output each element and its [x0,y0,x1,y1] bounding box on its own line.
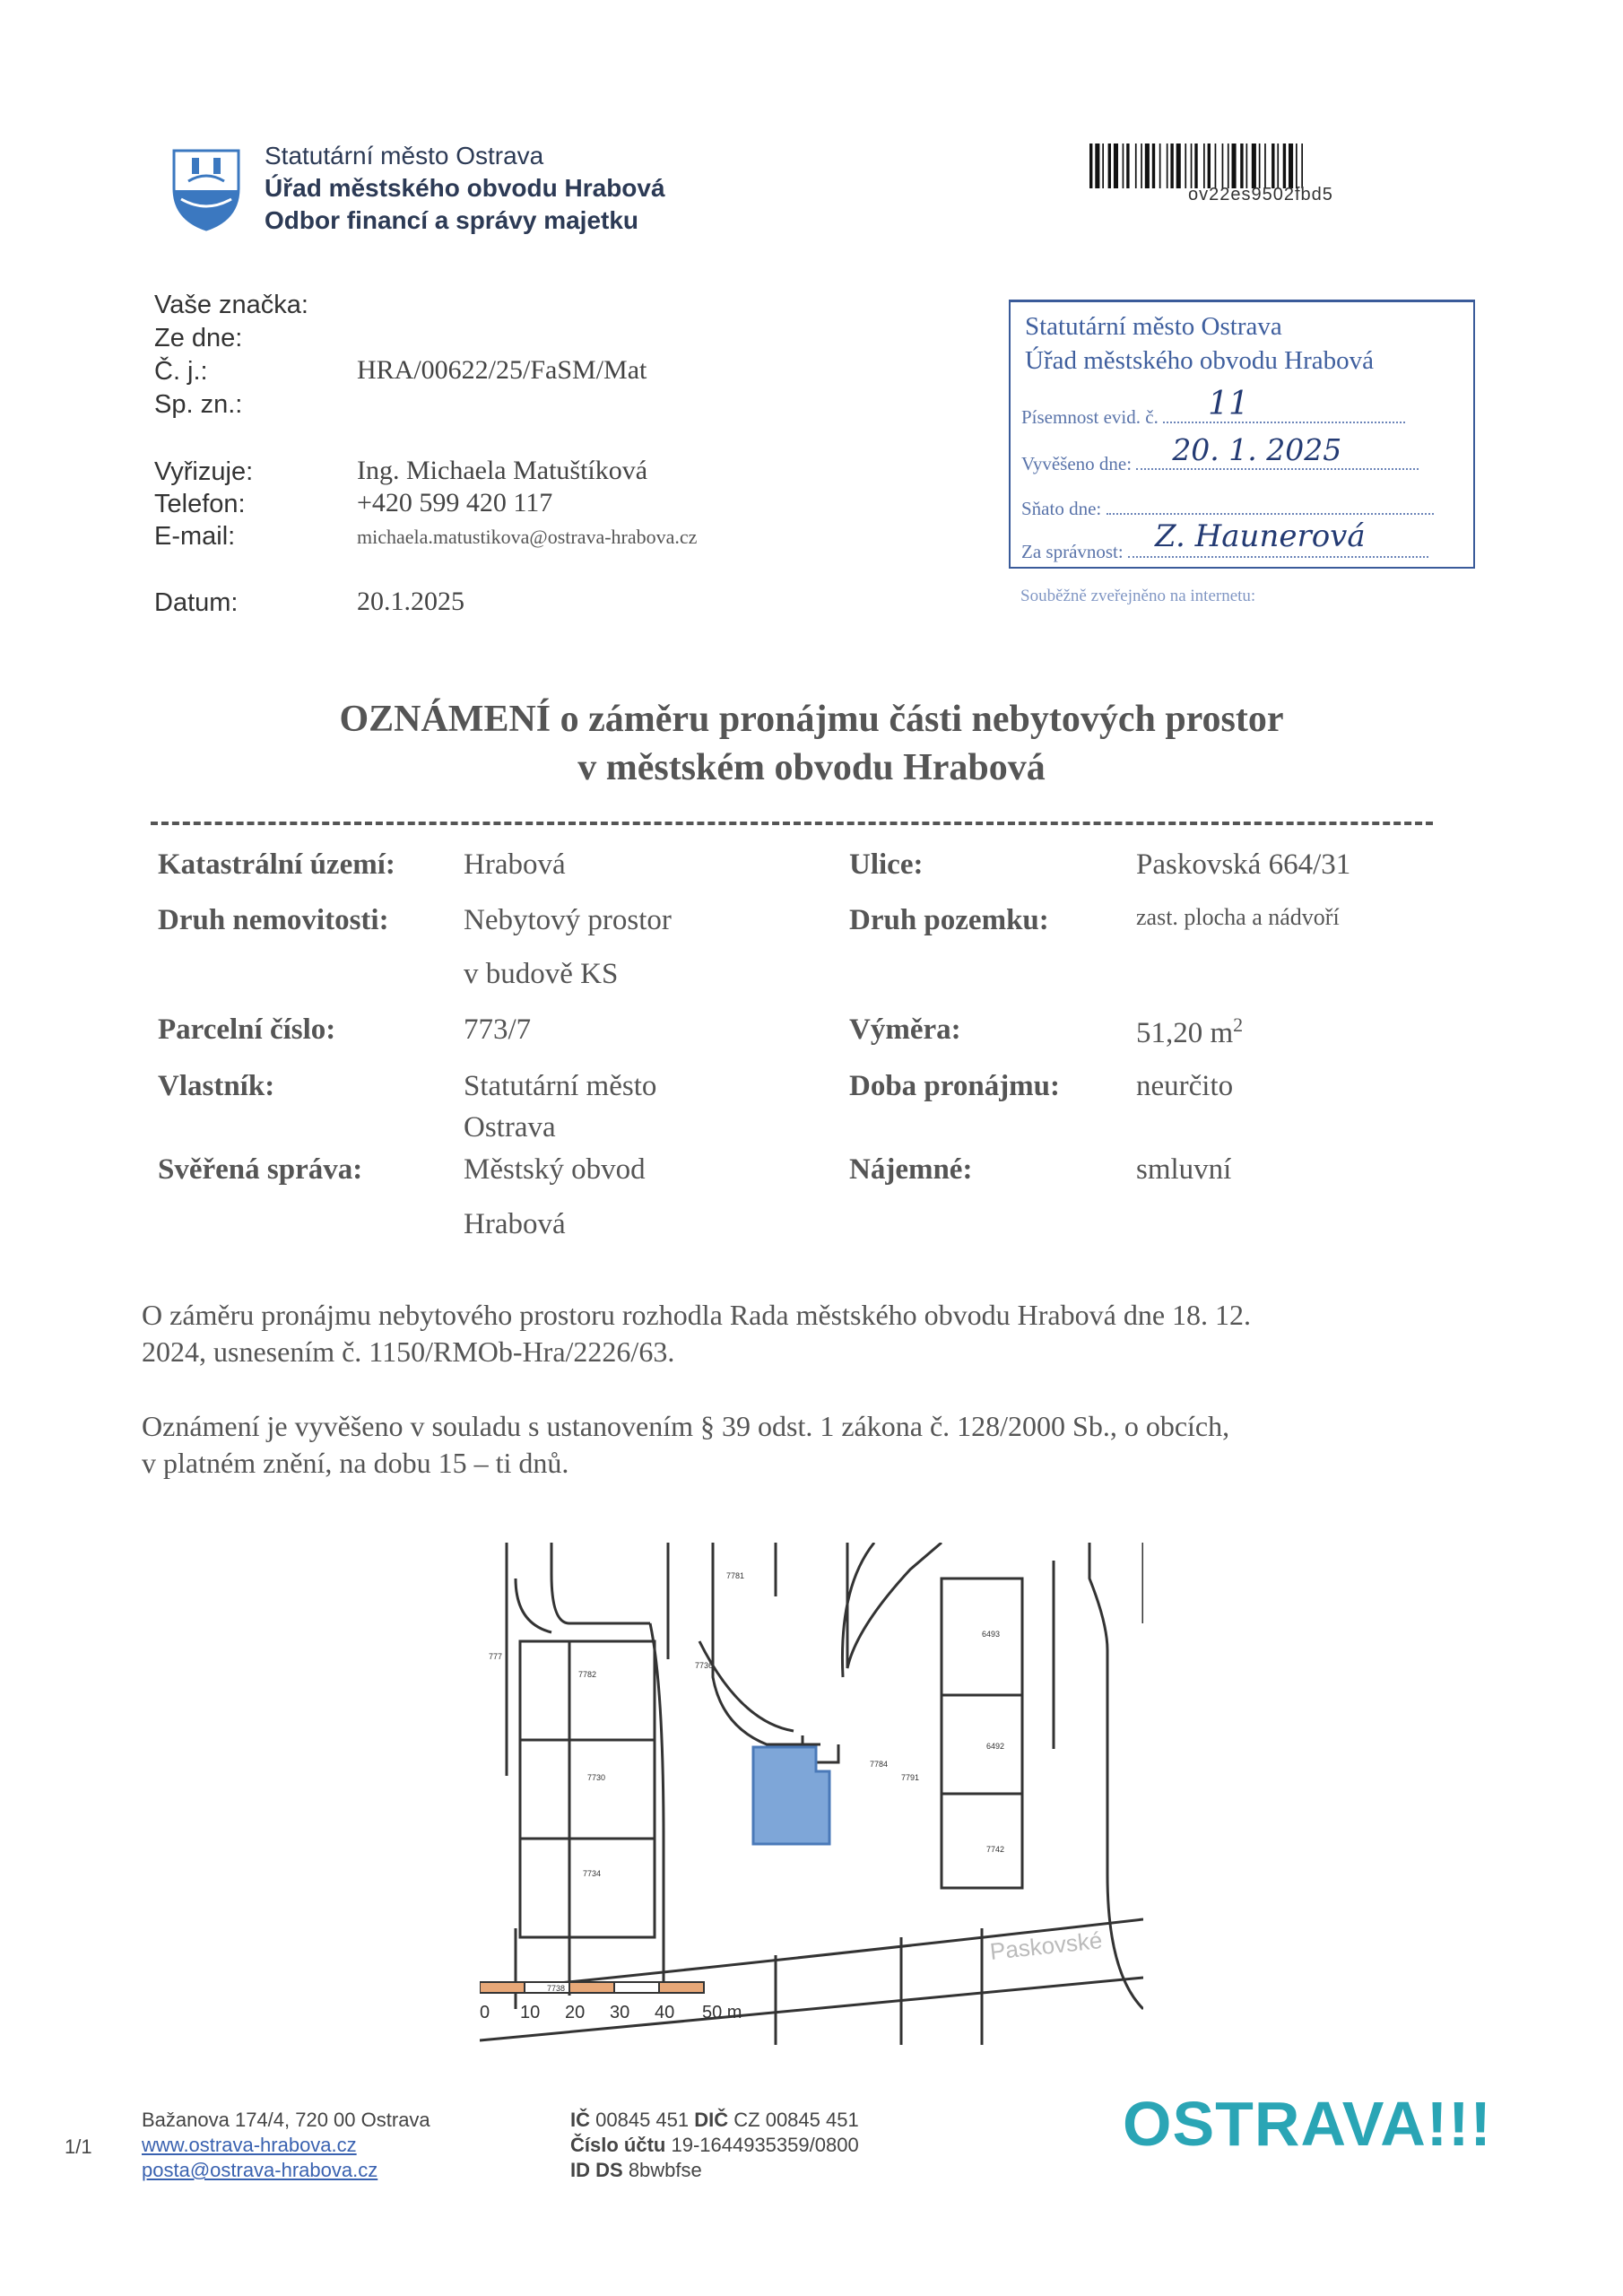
email-label: E-mail: [154,522,236,551]
legal-line-1: Oznámení je vyvěšeno v souladu s ustanovením § 39 odst. 1 zákona č. 128/2000 Sb., o obcích, [142,1410,1230,1442]
owner-value-2: Ostrava [464,1111,556,1144]
footer-account: Číslo účtu 19-1644935359/0800 [570,2134,859,2156]
area-label: Výměra: [849,1013,961,1046]
area-number: 51,20 m [1136,1017,1234,1049]
barcode [1089,144,1439,188]
handled-by-label: Vyřizuje: [154,457,254,486]
property-type-value-1: Nebytový prostor [464,904,672,936]
footer-ids [570,2108,859,2183]
your-ref-label: Vaše značka: [154,291,308,319]
date-label: Datum: [154,588,239,617]
stamp-posted-value: 20. 1. 2025 [1172,432,1342,467]
stamp-internet-label: Souběžně zveřejněno na internetu: [1020,587,1256,605]
stamp-removed-label: Sňato dne: [1021,498,1102,519]
parcel-label: 7791 [901,1773,920,1782]
stamp-line1: Statutární město Ostrava [1025,312,1282,341]
page-number: 1/1 [65,2135,92,2158]
owner-value-1: Statutární město [464,1070,657,1102]
stamp-evid-value: 11 [1208,386,1249,422]
cadastral-area-value: Hrabová [464,848,566,881]
title-separator [151,822,1433,825]
footer-mail-link[interactable]: posta@ostrava-hrabova.cz [142,2159,378,2181]
footer-ds: ID DS 8bwbfse [570,2159,702,2181]
parcel-label: 7734 [583,1869,602,1878]
area-value [1136,1013,1243,1050]
land-type-value: zast. plocha a nádvoří [1136,904,1340,930]
scale-bar [480,1982,742,2022]
footer-ic-dic: IČ 00845 451 DIČ CZ 00845 451 [570,2109,859,2131]
lease-term-value: neurčito [1136,1070,1234,1102]
stamp-removed-row [1021,498,1434,520]
decision-line-2: 2024, usnesením č. 1150/RMOb-Hra/2226/63. [142,1335,675,1368]
stamp-posted-row [1021,432,1419,475]
email-value: michaela.matustikova@ostrava-hrabova.cz [357,526,698,548]
parcel-label: 7736 [695,1661,714,1670]
parcel-label: 6493 [982,1630,1001,1639]
phone-value: +420 599 420 117 [357,488,553,517]
svg-text:30: 30 [610,2003,630,2022]
svg-text:20: 20 [565,2003,586,2022]
svg-text:10: 10 [520,2003,541,2022]
rent-label: Nájemné: [849,1153,973,1186]
stamp-correctness-label: Za správnost: [1021,541,1124,562]
parcel-label: 7782 [578,1670,597,1679]
cj-label: Č. j.: [154,357,208,386]
entrusted-admin-value-1: Městský obvod [464,1153,646,1186]
land-type-label: Druh pozemku: [849,904,1049,936]
handled-by-value: Ing. Michaela Matuštíková [357,456,648,485]
parcel-label: 6492 [986,1742,1005,1751]
stamp-evid-row [1021,386,1405,429]
lease-term-label: Doba pronájmu: [849,1070,1061,1102]
registry-stamp [1009,300,1475,569]
issuer-city: Statutární město Ostrava [265,142,544,170]
barcode-id: ov22es9502fbd5 [1188,185,1333,204]
street-label: Ulice: [849,848,924,881]
footer-contact [142,2108,430,2183]
stamp-correctness-row [1021,518,1428,563]
map-street-label: Paskovské [988,1926,1104,1965]
parcel-number-value: 773/7 [464,1013,532,1046]
entrusted-admin-value-2: Hrabová [464,1208,566,1240]
document-title-line2: v městském obvodu Hrabová [577,747,1046,788]
stamp-line2: Úřad městského obvodu Hrabová [1025,346,1374,375]
decision-paragraph [142,1297,1487,1370]
parcel-number-label: Parcelní číslo: [158,1013,336,1046]
parcel-label: 7730 [587,1773,606,1782]
rent-value: smluvní [1136,1153,1232,1186]
stamp-internet-row [1020,587,1255,606]
svg-text:50 m: 50 m [702,2003,742,2022]
date-value: 20.1.2025 [357,587,464,616]
legal-paragraph [142,1408,1487,1482]
stamp-signature: Z. Haunerová [1154,518,1366,554]
footer-web-link[interactable]: www.ostrava-hrabova.cz [142,2134,357,2156]
entrusted-admin-label: Svěřená správa: [158,1153,363,1186]
parcel-label: 7784 [870,1760,889,1769]
svg-text:40: 40 [655,2003,675,2022]
stamp-posted-label: Vyvěšeno dne: [1021,453,1133,474]
footer-address: Bažanova 174/4, 720 00 Ostrava [142,2109,430,2131]
parcel-label: 7742 [986,1845,1005,1854]
phone-label: Telefon: [154,490,246,518]
issuer-block [265,140,665,237]
parcel-label: 777 [489,1652,503,1661]
area-unit-exponent: 2 [1233,1013,1244,1036]
document-title-line1: OZNÁMENÍ o záměru pronájmu části nebytových prostor [339,699,1284,740]
cadastral-area-label: Katastrální území: [158,848,395,881]
cj-value: HRA/00622/25/FaSM/Mat [357,355,647,385]
owner-label: Vlastník: [158,1070,275,1102]
property-type-value-2: v budově KS [464,958,619,990]
legal-line-2: v platném znění, na dobu 15 – ti dnů. [142,1447,569,1479]
property-type-label: Druh nemovitosti: [158,904,389,936]
decision-line-1: O záměru pronájmu nebytového prostoru rozhodla Rada městského obvodu Hrabová dne 18. 12. [142,1299,1252,1331]
ostrava-logo: OSTRAVA!!! [1123,2089,1492,2159]
cadastral-map [480,1543,1143,2045]
spzn-label: Sp. zn.: [154,390,243,419]
parcel-label: 7738 [547,1984,566,1993]
issuer-office: Úřad městského obvodu Hrabová [265,174,665,202]
issuer-department: Odbor financí a správy majetku [265,206,639,234]
svg-text:0: 0 [480,2003,490,2022]
parcel-label: 7781 [726,1571,745,1580]
city-coat-of-arms-icon [170,145,242,231]
date-of-label: Ze dne: [154,324,243,352]
stamp-evid-label: Písemnost evid. č. [1021,406,1159,428]
street-value: Paskovská 664/31 [1136,848,1351,881]
